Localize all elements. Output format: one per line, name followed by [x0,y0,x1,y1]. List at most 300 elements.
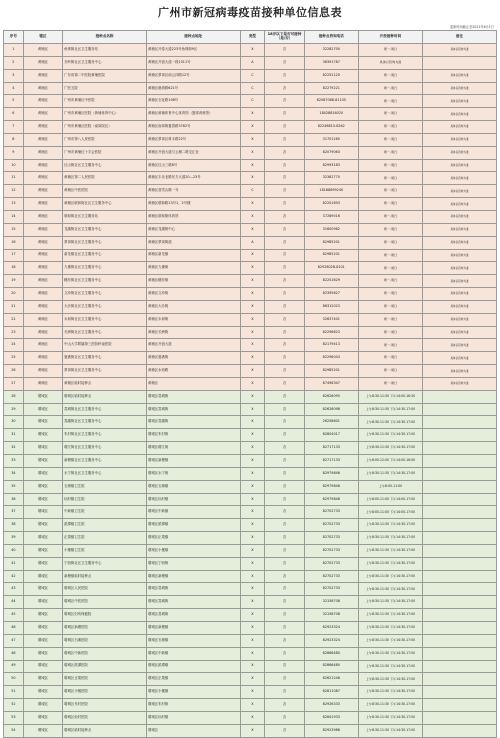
cell-no: 24 [4,339,24,352]
cell-phone: 82717133 [304,455,358,468]
cell-phone: 82248815-8262 [304,121,358,134]
cell-address: 增城区石滩镇 [146,480,240,493]
cell-district: 增城区 [23,480,62,493]
cell-remark [422,455,496,468]
cell-no: 22 [4,313,24,326]
cell-remark: 具体以咨询为准 [422,146,496,159]
cell-minor: 否 [265,390,304,403]
table-row [4,352,497,365]
table-row [4,429,497,442]
cell-minor: 否 [265,262,304,275]
cell-no: 31 [4,429,24,442]
cell-hours: 周一-周日 [358,108,422,121]
cell-hours: 周一-周日 [358,326,422,339]
table-row [4,313,497,326]
cell-remark: 具体以咨询为准 [422,121,496,134]
cell-no: 44 [4,596,24,609]
table-row [4,390,497,403]
cell-minor: 否 [265,44,304,57]
cell-no: 17 [4,249,24,262]
cell-no: 8 [4,133,24,146]
cell-remark: 具体以咨询为准 [422,210,496,223]
cell-address: 增城区石滩镇 [146,634,240,647]
cell-no: 14 [4,210,24,223]
cell-address: 增城区增江街 [146,442,240,455]
cell-address: 黄埔区萝岗街道 [146,236,240,249]
cell-address: 黄埔区黄埔体育中心体育馆（篮球训练馆） [146,108,240,121]
cell-district: 增城区 [23,711,62,724]
cell-address: 增城区派潭镇 [146,660,240,673]
table-row [4,467,497,480]
cell-remark [422,634,496,647]
cell-hours: 周一-周日 [358,198,422,211]
cell-remark [422,583,496,596]
cell-type: X [240,416,265,429]
cell-minor: 否 [265,570,304,583]
cell-phone: 31701265 [304,133,358,146]
table-row [4,583,497,596]
cell-name: 黄埔区临时接种点 [63,377,147,390]
cell-phone: 82296043 [304,352,358,365]
cell-district: 增城区 [23,724,62,737]
cell-name: 派潭镇卫生院 [63,519,147,532]
table-row [4,185,497,198]
cell-remark: 具体以咨询为准 [422,95,496,108]
cell-remark: 具体以咨询为准 [422,275,496,288]
table-row [4,236,497,249]
cell-minor: 否 [265,95,304,108]
cell-hours: 周一-周日 [358,365,422,378]
cell-hours: 上午8:30-11:30 下午14:30-17:00 [358,699,422,712]
cell-hours: 周一-周日 [358,133,422,146]
cell-no: 48 [4,647,24,660]
cell-address: 黄埔区开创大道一段1311号 [146,56,240,69]
cell-type: X [240,532,265,545]
table-row [4,506,497,519]
cell-type: A [240,236,265,249]
cell-no: 3 [4,69,24,82]
cell-remark [422,480,496,493]
cell-name: 增城区朱村医院 [63,699,147,712]
cell-district: 增城区 [23,634,62,647]
cell-no: 46 [4,621,24,634]
table-row [4,275,497,288]
cell-remark [422,506,496,519]
cell-district: 黄埔区 [23,236,62,249]
cell-remark [422,686,496,699]
cell-type: X [240,429,265,442]
col-header-hours: 开放接种时间 [358,31,422,44]
cell-district: 增城区 [23,493,62,506]
cell-no: 5 [4,95,24,108]
cell-remark [422,416,496,429]
cell-hours: 周一-周日 [358,236,422,249]
cell-no: 51 [4,686,24,699]
cell-district: 黄埔区 [23,313,62,326]
cell-hours: 周一-周日 [358,159,422,172]
cell-remark [422,467,496,480]
cell-address: 黄埔区萝岗区科丰路22号 [146,133,240,146]
cell-no: 32 [4,442,24,455]
table-row [4,724,497,737]
cell-remark [422,711,496,724]
cell-no: 54 [4,724,24,737]
cell-hours: 上午8:30-11:30 下午14:30-17:00 [358,416,422,429]
cell-district: 黄埔区 [23,95,62,108]
cell-phone: 82087068-81105 [304,95,358,108]
cell-district: 黄埔区 [23,300,62,313]
cell-remark [422,609,496,622]
cell-district: 黄埔区 [23,210,62,223]
cell-remark: 具体以咨询为准 [422,159,496,172]
cell-minor: 否 [265,699,304,712]
cell-minor: 否 [265,506,304,519]
cell-hours: 上午8:30-11:30 下午14:30-17:00 [358,711,422,724]
table-row [4,121,497,134]
cell-type: X [240,480,265,493]
cell-type: X [240,583,265,596]
cell-name: 鱼珠街社区卫生服务站 [63,44,147,57]
cell-district: 黄埔区 [23,377,62,390]
cell-minor: 否 [265,56,304,69]
cell-address: 黄埔区大沙街 [146,300,240,313]
cell-phone: 82626098 [304,403,358,416]
cell-phone: 82804017 [304,429,358,442]
cell-remark [422,647,496,660]
cell-type: X [240,493,265,506]
cell-remark [422,544,496,557]
cell-district: 黄埔区 [23,249,62,262]
cell-address: 黄埔区穗东街 [146,275,240,288]
cell-district: 增城区 [23,583,62,596]
table-row [4,249,497,262]
cell-address: 增城区荔城街 [146,609,240,622]
cell-district: 增城区 [23,660,62,673]
table-row [4,223,497,236]
cell-phone: 32158708 [304,596,358,609]
cell-name: 新塘镇社区卫生服务中心 [63,455,147,468]
cell-hours: 上午8:00-11:00 下午14:00-17:00 [358,506,422,519]
cell-hours: 上午8:30-11:30 下午14:30-17:00 [358,660,422,673]
cell-name: 龙湖街社区卫生服务中心 [63,223,147,236]
cell-district: 黄埔区 [23,172,62,185]
cell-type: X [240,699,265,712]
cell-minor: 否 [265,159,304,172]
cell-remark [422,56,496,69]
cell-address: 黄埔区文冲街 [146,288,240,301]
cell-phone: 82717133 [304,442,358,455]
cell-name: 永和街社区卫生服务中心 [63,313,147,326]
cell-no: 53 [4,711,24,724]
cell-phone: 18028816020 [304,108,358,121]
table-row [4,416,497,429]
cell-district: 增城区 [23,416,62,429]
cell-district: 黄埔区 [23,56,62,69]
cell-district: 黄埔区 [23,223,62,236]
cell-name: 文冲街社区卫生服务中心 [63,288,147,301]
cell-address: 黄埔区石化路198号 [146,95,240,108]
table-row [4,699,497,712]
cell-district: 黄埔区 [23,288,62,301]
cell-district: 增城区 [23,596,62,609]
cell-no: 27 [4,377,24,390]
cell-minor: 否 [265,609,304,622]
cell-name: 长岭街社区卫生服务中心 [63,56,147,69]
cell-remark: 具体以咨询为准 [422,300,496,313]
cell-address: 增城区新塘镇 [146,455,240,468]
table-row [4,159,497,172]
cell-no: 15 [4,223,24,236]
cell-hours: 上午8:30-11:30 下午14:30-17:00 [358,519,422,532]
cell-no: 36 [4,493,24,506]
cell-district: 黄埔区 [23,159,62,172]
cell-name: 新龙镇社区卫生服务中心 [63,249,147,262]
cell-hours: 周一-周日 [358,121,422,134]
cell-name: 增城区仙村医院 [63,711,147,724]
cell-type: X [240,275,265,288]
cell-address: 增城区正果镇 [146,673,240,686]
cell-hours: 周一-周日 [358,262,422,275]
cell-type: X [240,365,265,378]
table-row [4,621,497,634]
cell-remark [422,390,496,403]
cell-name: 红山街社区卫生服务中心 [63,159,147,172]
cell-address: 黄埔区新龙镇 [146,249,240,262]
cell-no: 26 [4,365,24,378]
cell-type: X [240,44,265,57]
cell-minor: 否 [265,416,304,429]
table-row [4,403,497,416]
cell-no: 42 [4,570,24,583]
table-row [4,288,497,301]
cell-district: 增城区 [23,390,62,403]
cell-phone: 82926333 [304,699,358,712]
cell-no: 39 [4,532,24,545]
table-row [4,660,497,673]
cell-name: 黄埔区第二人民医院 [63,172,147,185]
cell-name: 荔湖街社区卫生服务中心 [63,416,147,429]
cell-district: 增城区 [23,442,62,455]
cell-no: 25 [4,352,24,365]
cell-name: 广州市第八人民医院 [63,133,147,146]
cell-no: 11 [4,172,24,185]
cell-district: 增城区 [23,673,62,686]
cell-phone: 82702733 [304,519,358,532]
cell-district: 增城区 [23,506,62,519]
cell-address: 黄埔区联和路13号1、2号楼 [146,198,240,211]
cell-district: 黄埔区 [23,69,62,82]
cell-remark: 具体以咨询为准 [422,185,496,198]
cell-remark [422,429,496,442]
cell-address: 增城区荔城街 [146,596,240,609]
col-header-phone: 接种点咨询电话 [304,31,358,44]
cell-address: 增城区小楼镇 [146,544,240,557]
cell-name: 荔城街社区卫生服务中心 [63,403,147,416]
cell-phone: 82866480 [304,660,358,673]
cell-type: X [240,647,265,660]
cell-hours: 周一-周日 [358,339,422,352]
cell-minor: 否 [265,352,304,365]
cell-no: 43 [4,583,24,596]
cell-hours: 上午8:00-11:00 下午14:00-17:00 [358,493,422,506]
cell-district: 黄埔区 [23,275,62,288]
cell-name: 增城区临时接种点 [63,390,147,403]
cell-district: 黄埔区 [23,108,62,121]
table-row [4,442,497,455]
cell-address: 黄埔区夏港街 [146,352,240,365]
cell-phone: 82079063 [304,146,358,159]
cell-phone: 82201629 [304,275,358,288]
table-row [4,634,497,647]
cell-remark: 具体以咨询为准 [422,249,496,262]
cell-hours: 周一-周日 [358,288,422,301]
cell-type: X [240,544,265,557]
cell-remark: 具体以咨询为准 [422,44,496,57]
cell-type: X [240,570,265,583]
cell-phone: 82621246 [304,673,358,686]
col-header-address: 接种点地址 [146,31,240,44]
table-row [4,69,497,82]
cell-phone: 82923986 [304,724,358,737]
cell-hours: 上午8:30-11:30 下午14:30-17:00 [358,724,422,737]
cell-name: 宁西街社区卫生服务中心 [63,557,147,570]
cell-phone: 82626095 [304,390,358,403]
cell-minor: 否 [265,133,304,146]
cell-type: X [240,660,265,673]
cell-hours: 周一-周日 [358,210,422,223]
cell-remark: 具体以咨询为准 [422,262,496,275]
cell-name: 广医五院 [63,82,147,95]
cell-district: 黄埔区 [23,185,62,198]
cell-district: 黄埔区 [23,326,62,339]
cell-minor: 否 [265,711,304,724]
cell-no: 49 [4,660,24,673]
cell-no: 7 [4,121,24,134]
cell-remark [422,519,496,532]
cell-minor: 否 [265,313,304,326]
cell-district: 黄埔区 [23,133,62,146]
cell-no: 4 [4,82,24,95]
cell-no: 41 [4,557,24,570]
cell-hours: 上午8:30-11:30 下午14:30-17:00 [358,609,422,622]
cell-remark [422,596,496,609]
cell-name: 石滩镇卫生院 [63,480,147,493]
cell-no: 2 [4,56,24,69]
cell-type: A [240,56,265,69]
cell-remark: 具体以咨询为准 [422,172,496,185]
col-header-no: 序号 [4,31,24,44]
cell-hours: 周一-周日 [358,377,422,390]
cell-minor: 否 [265,686,304,699]
cell-type: C [240,185,265,198]
cell-remark: 具体以咨询为准 [422,223,496,236]
cell-district: 增城区 [23,455,62,468]
cell-name: 夏港街社区卫生服务中心 [63,352,147,365]
cell-no: 34 [4,467,24,480]
cell-remark: 具体以咨询为准 [422,236,496,249]
cell-district: 黄埔区 [23,82,62,95]
cell-type: X [240,223,265,236]
table-row [4,326,497,339]
cell-minor: 否 [265,198,304,211]
cell-phone: 82702733 [304,506,358,519]
cell-address: 增城区仙村镇 [146,711,240,724]
cell-address: 增城区中新镇 [146,647,240,660]
cell-no: 9 [4,146,24,159]
cell-address: 黄埔区丰乐北路东方大道20—23号 [146,172,240,185]
table-row [4,532,497,545]
table-row [4,198,497,211]
cell-type: X [240,711,265,724]
cell-phone: 82201693 [304,198,358,211]
cell-remark: 具体以咨询为准 [422,288,496,301]
cell-phone: 87496347 [304,377,358,390]
cell-district: 增城区 [23,570,62,583]
cell-address: 增城区小楼镇 [146,686,240,699]
table-row [4,146,497,159]
cell-hours: 周一-周日 [358,82,422,95]
cell-address: 增城区中新镇 [146,506,240,519]
cell-remark: 具体以咨询为准 [422,326,496,339]
col-header-type: 类型 [240,31,265,44]
cell-district: 增城区 [23,699,62,712]
cell-minor: 否 [265,82,304,95]
cell-type: X [240,403,265,416]
table-row [4,647,497,660]
cell-type: X [240,609,265,622]
cell-phone: 82993183 [304,159,358,172]
cell-name: 增城区新塘医院 [63,621,147,634]
cell-phone: 32637401 [304,313,358,326]
cell-address: 黄埔区 [146,377,240,390]
cell-hours: 周一-周日 [358,313,422,326]
cell-district: 黄埔区 [23,365,62,378]
cell-remark [422,532,496,545]
cell-type: X [240,146,265,159]
cell-address: 增城区荔城街 [146,583,240,596]
cell-name: 正果镇卫生院 [63,532,147,545]
cell-name: 黄埔区联和街社区卫生服务中心 [63,198,147,211]
cell-address: 增城区 [146,724,240,737]
cell-no: 28 [4,390,24,403]
cell-address: 增城区新塘镇 [146,621,240,634]
cell-no: 50 [4,673,24,686]
cell-phone: 36391787 [304,56,358,69]
cell-no: 13 [4,198,24,211]
cell-no: 35 [4,480,24,493]
cell-phone: 26258601 [304,416,358,429]
cell-hours: 上午8:00-12:00 下午14:00-16:00 [358,455,422,468]
cell-type: X [240,326,265,339]
cell-minor: 否 [265,557,304,570]
cell-hours: 上午8:30-11:30 下午14:00-16:30 [358,390,422,403]
cell-name: 黄埔区中医医院 [63,185,147,198]
cell-hours: 周一-周日 [358,44,422,57]
cell-address: 黄埔区开创大道 [146,339,240,352]
cell-name: 仙村镇卫生院 [63,493,147,506]
cell-remark: 具体以咨询为准 [422,82,496,95]
cell-remark [422,403,496,416]
cell-minor: 否 [265,455,304,468]
table-row [4,44,497,57]
cell-hours: 上午8:30-11:30 下午14:30-17:00 [358,429,422,442]
cell-minor: 否 [265,467,304,480]
cell-type: X [240,159,265,172]
cell-hours: 上午8:30-11:30 下午14:30-17:00 [358,686,422,699]
cell-no: 20 [4,288,24,301]
cell-hours: 周一-周日 [358,249,422,262]
cell-hours: 上午8:30-11:30 下午14:30-17:00 [358,532,422,545]
